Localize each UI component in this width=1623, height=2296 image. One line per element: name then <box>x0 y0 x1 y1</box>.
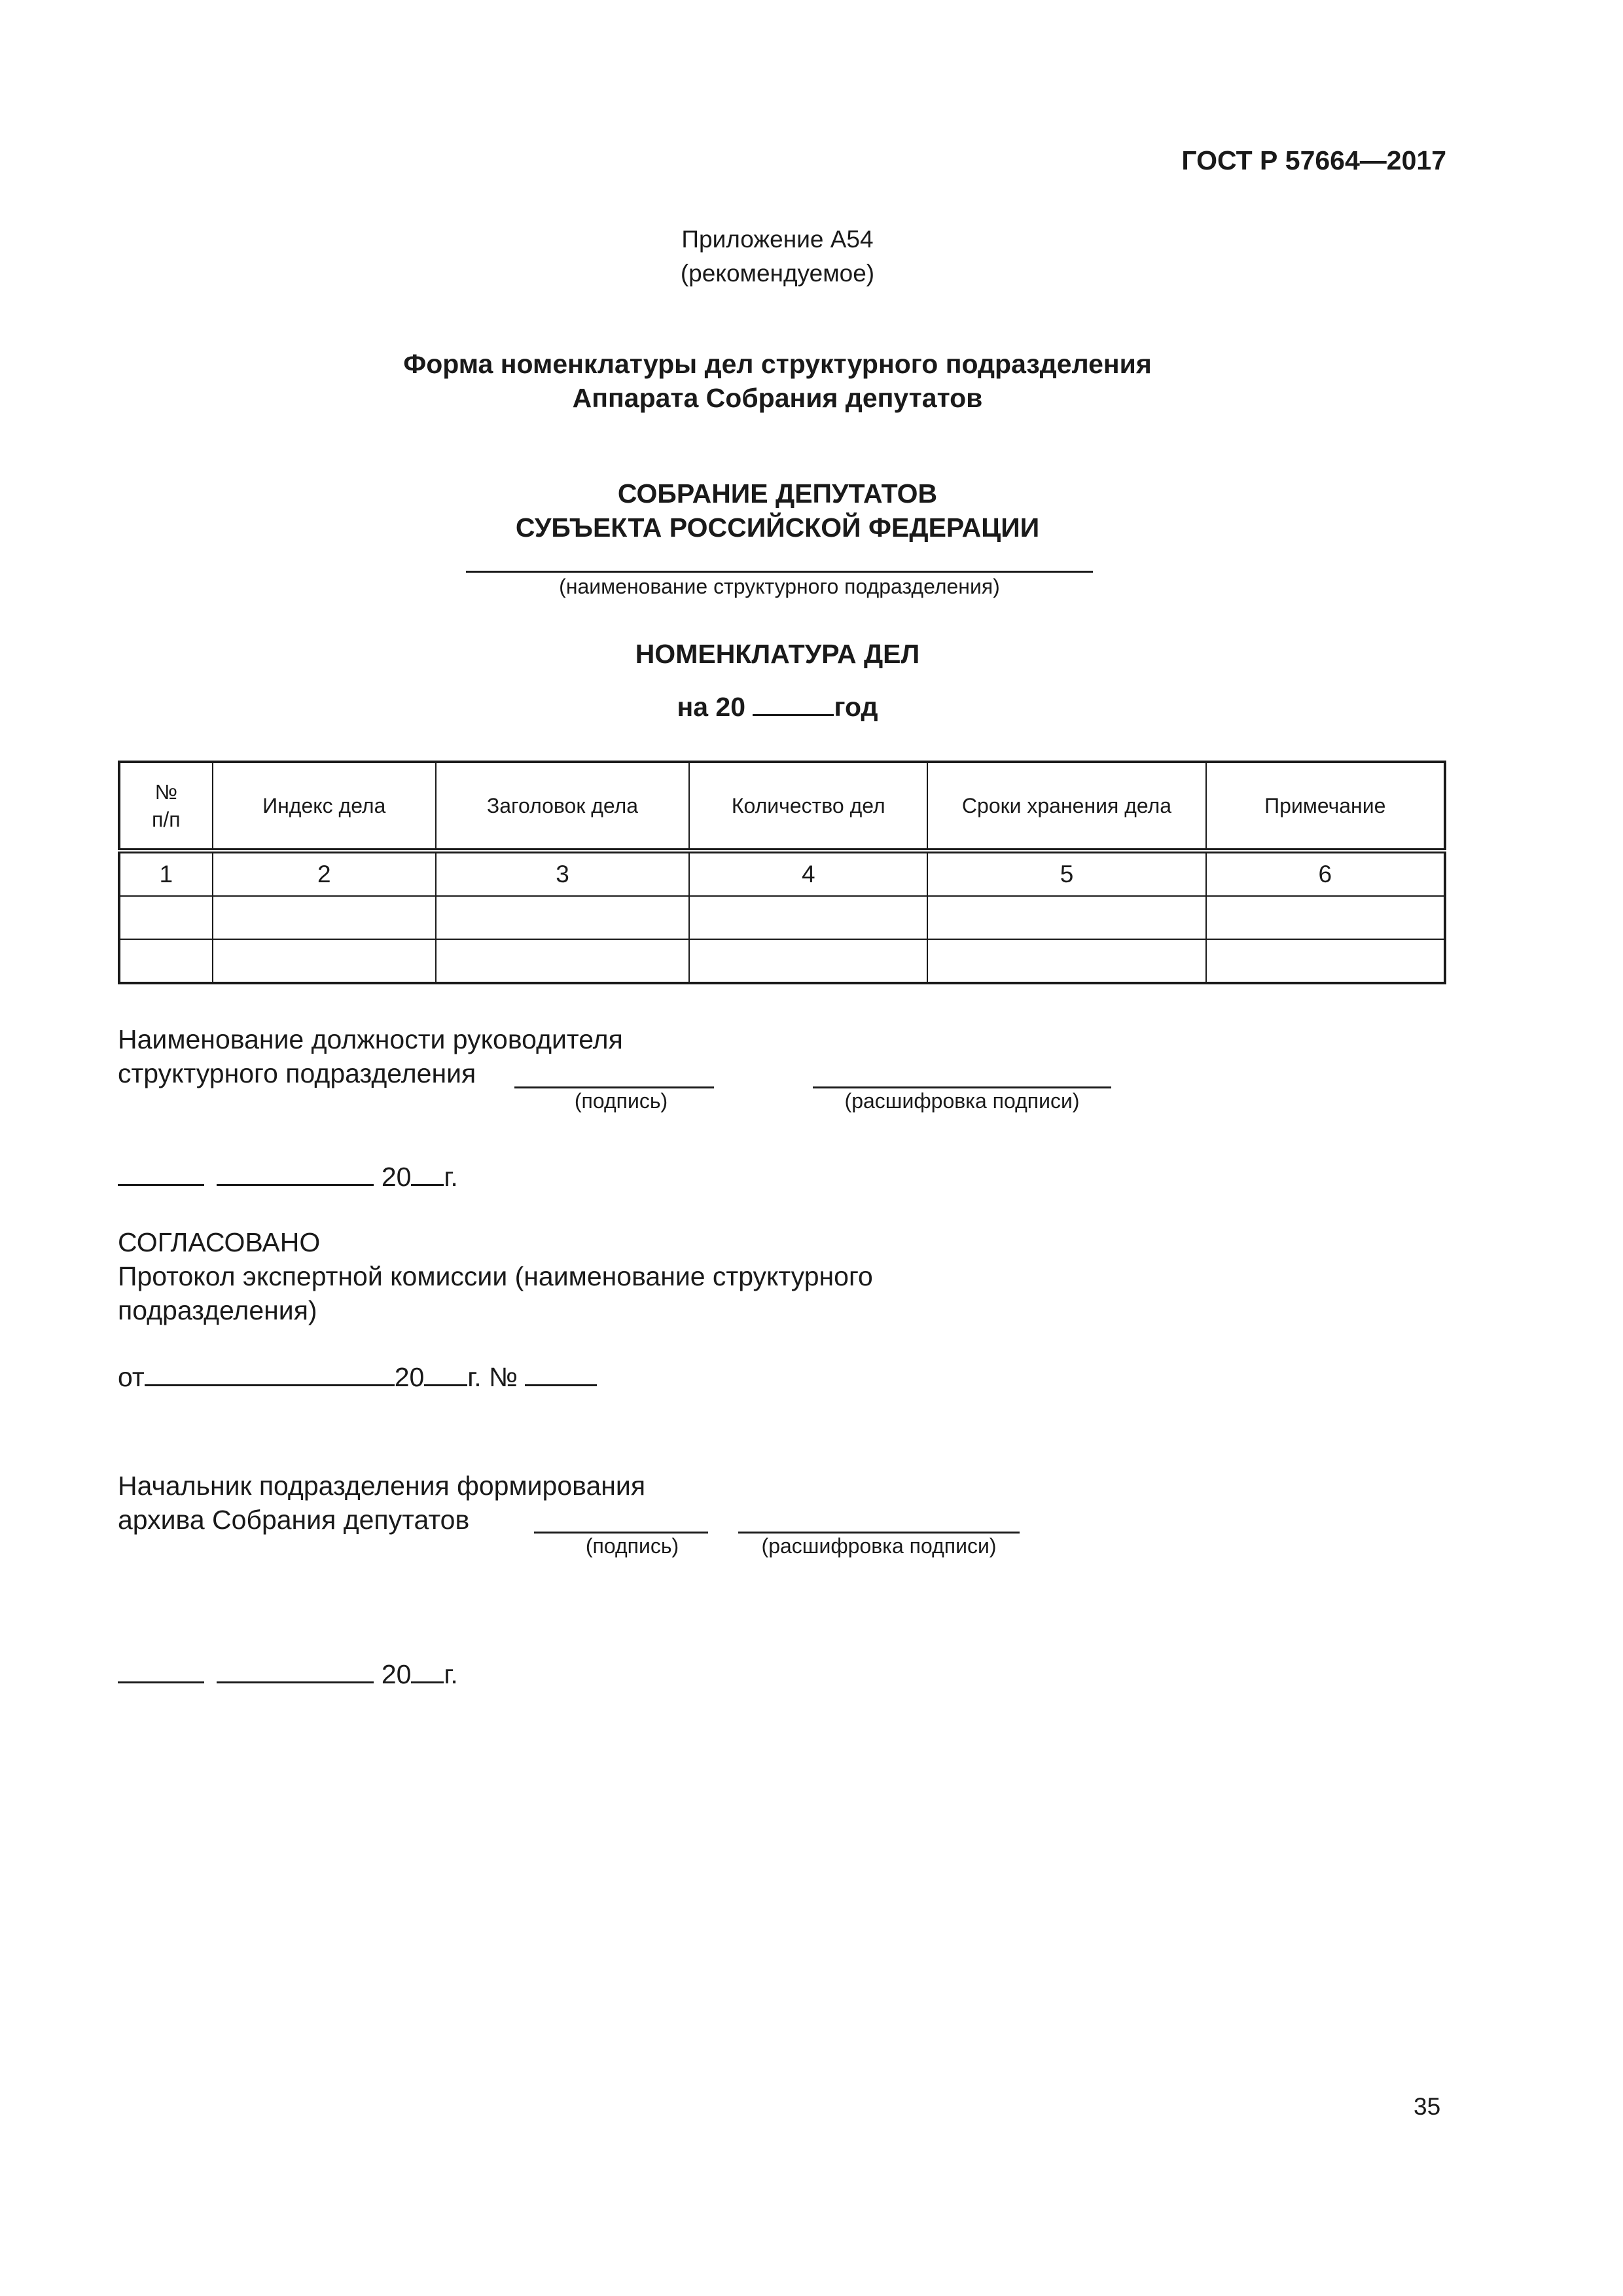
archive-signature-caption: (подпись) <box>585 1534 679 1558</box>
year-blank <box>753 691 834 716</box>
header-retention: Сроки хранения дела <box>927 762 1205 851</box>
protocol-date-blank <box>145 1361 395 1386</box>
page-number: 35 <box>1414 2093 1441 2120</box>
date-year-blank <box>411 1658 444 1683</box>
head-signature-block <box>118 1022 623 1090</box>
protocol-line-2: подразделения) <box>118 1295 317 1325</box>
nomenclature-title: НОМЕНКЛАТУРА ДЕЛ <box>635 639 920 669</box>
protocol-year-blank <box>424 1361 467 1386</box>
table-cell <box>927 896 1205 939</box>
table-cell <box>927 939 1205 983</box>
archive-date <box>118 1657 458 1691</box>
column-number: 5 <box>927 851 1205 896</box>
table-row <box>119 939 1445 983</box>
appendix-number: Приложение А54 <box>681 226 874 253</box>
approval-block <box>118 1225 873 1327</box>
table-cell <box>436 896 689 939</box>
table-cell <box>213 896 436 939</box>
date-year-mark: г. <box>444 1659 458 1689</box>
table-row <box>119 851 1445 896</box>
protocol-number-blank <box>525 1361 597 1386</box>
archive-decode-line <box>738 1532 1020 1534</box>
column-number: 1 <box>119 851 213 896</box>
date-year-blank <box>411 1160 444 1186</box>
date-month-blank <box>217 1160 374 1186</box>
nomenclature-year <box>0 691 1555 723</box>
header-title: Заголовок дела <box>436 762 689 851</box>
table-cell <box>119 939 213 983</box>
head-signature-caption: (подпись) <box>574 1089 668 1113</box>
column-number: 4 <box>689 851 927 896</box>
column-number: 6 <box>1206 851 1445 896</box>
table-header-row <box>119 762 1445 851</box>
date-year-mark: г. <box>444 1162 458 1192</box>
form-title-line-1: Форма номенклатуры дел структурного подразделения <box>403 349 1152 379</box>
year-prefix: на 20 <box>677 692 746 722</box>
table-cell <box>436 939 689 983</box>
archive-position-line-1: Начальник подразделения формирования <box>118 1471 646 1501</box>
protocol-line-1: Протокол экспертной комиссии (наименование структурного <box>118 1261 873 1291</box>
table-cell <box>1206 939 1445 983</box>
appendix-heading <box>0 223 1555 291</box>
approval-label: СОГЛАСОВАНО <box>118 1227 321 1257</box>
archive-position-line-2: архива Собрания депутатов <box>118 1505 470 1535</box>
table-row <box>119 896 1445 939</box>
organization-name <box>0 476 1555 545</box>
standard-code: ГОСТ Р 57664—2017 <box>1181 145 1446 175</box>
table-cell <box>1206 896 1445 939</box>
table-cell <box>689 896 927 939</box>
protocol-date <box>118 1360 597 1394</box>
table-cell <box>119 896 213 939</box>
protocol-from: от <box>118 1362 145 1392</box>
archive-decode-caption: (расшифровка подписи) <box>761 1534 997 1558</box>
form-title-line-2: Аппарата Собрания депутатов <box>572 383 983 413</box>
protocol-year-mark: г. № <box>467 1362 518 1392</box>
head-position-line-2: структурного подразделения <box>118 1058 476 1088</box>
table-cell <box>689 939 927 983</box>
organization-line-1: СОБРАНИЕ ДЕПУТАТОВ <box>617 478 938 509</box>
table-cell <box>213 939 436 983</box>
department-name-caption: (наименование структурного подразделения) <box>559 575 1000 598</box>
appendix-status: (рекомендуемое) <box>680 260 875 287</box>
column-number: 3 <box>436 851 689 896</box>
header-index: Индекс дела <box>213 762 436 851</box>
header-quantity: Количество дел <box>689 762 927 851</box>
date-day-blank <box>118 1160 204 1186</box>
head-date <box>118 1160 458 1194</box>
date-year-prefix: 20 <box>381 1162 412 1192</box>
head-position-line-1: Наименование должности руководителя <box>118 1024 623 1054</box>
header-number: № п/п <box>119 762 213 851</box>
header-note: Примечание <box>1206 762 1445 851</box>
department-name-line <box>466 571 1093 573</box>
year-suffix: год <box>834 692 878 722</box>
date-year-prefix: 20 <box>381 1659 412 1689</box>
head-decode-line <box>813 1086 1111 1088</box>
organization-line-2: СУБЪЕКТА РОССИЙСКОЙ ФЕДЕРАЦИИ <box>515 512 1040 543</box>
column-number: 2 <box>213 851 436 896</box>
head-signature-line <box>514 1086 714 1088</box>
archive-signature-line <box>534 1532 708 1534</box>
nomenclature-table <box>118 761 1446 984</box>
head-decode-caption: (расшифровка подписи) <box>844 1089 1080 1113</box>
date-day-blank <box>118 1658 204 1683</box>
archive-signature-block <box>118 1469 645 1537</box>
form-title <box>0 347 1555 415</box>
protocol-year-prefix: 20 <box>394 1362 425 1392</box>
date-month-blank <box>217 1658 374 1683</box>
